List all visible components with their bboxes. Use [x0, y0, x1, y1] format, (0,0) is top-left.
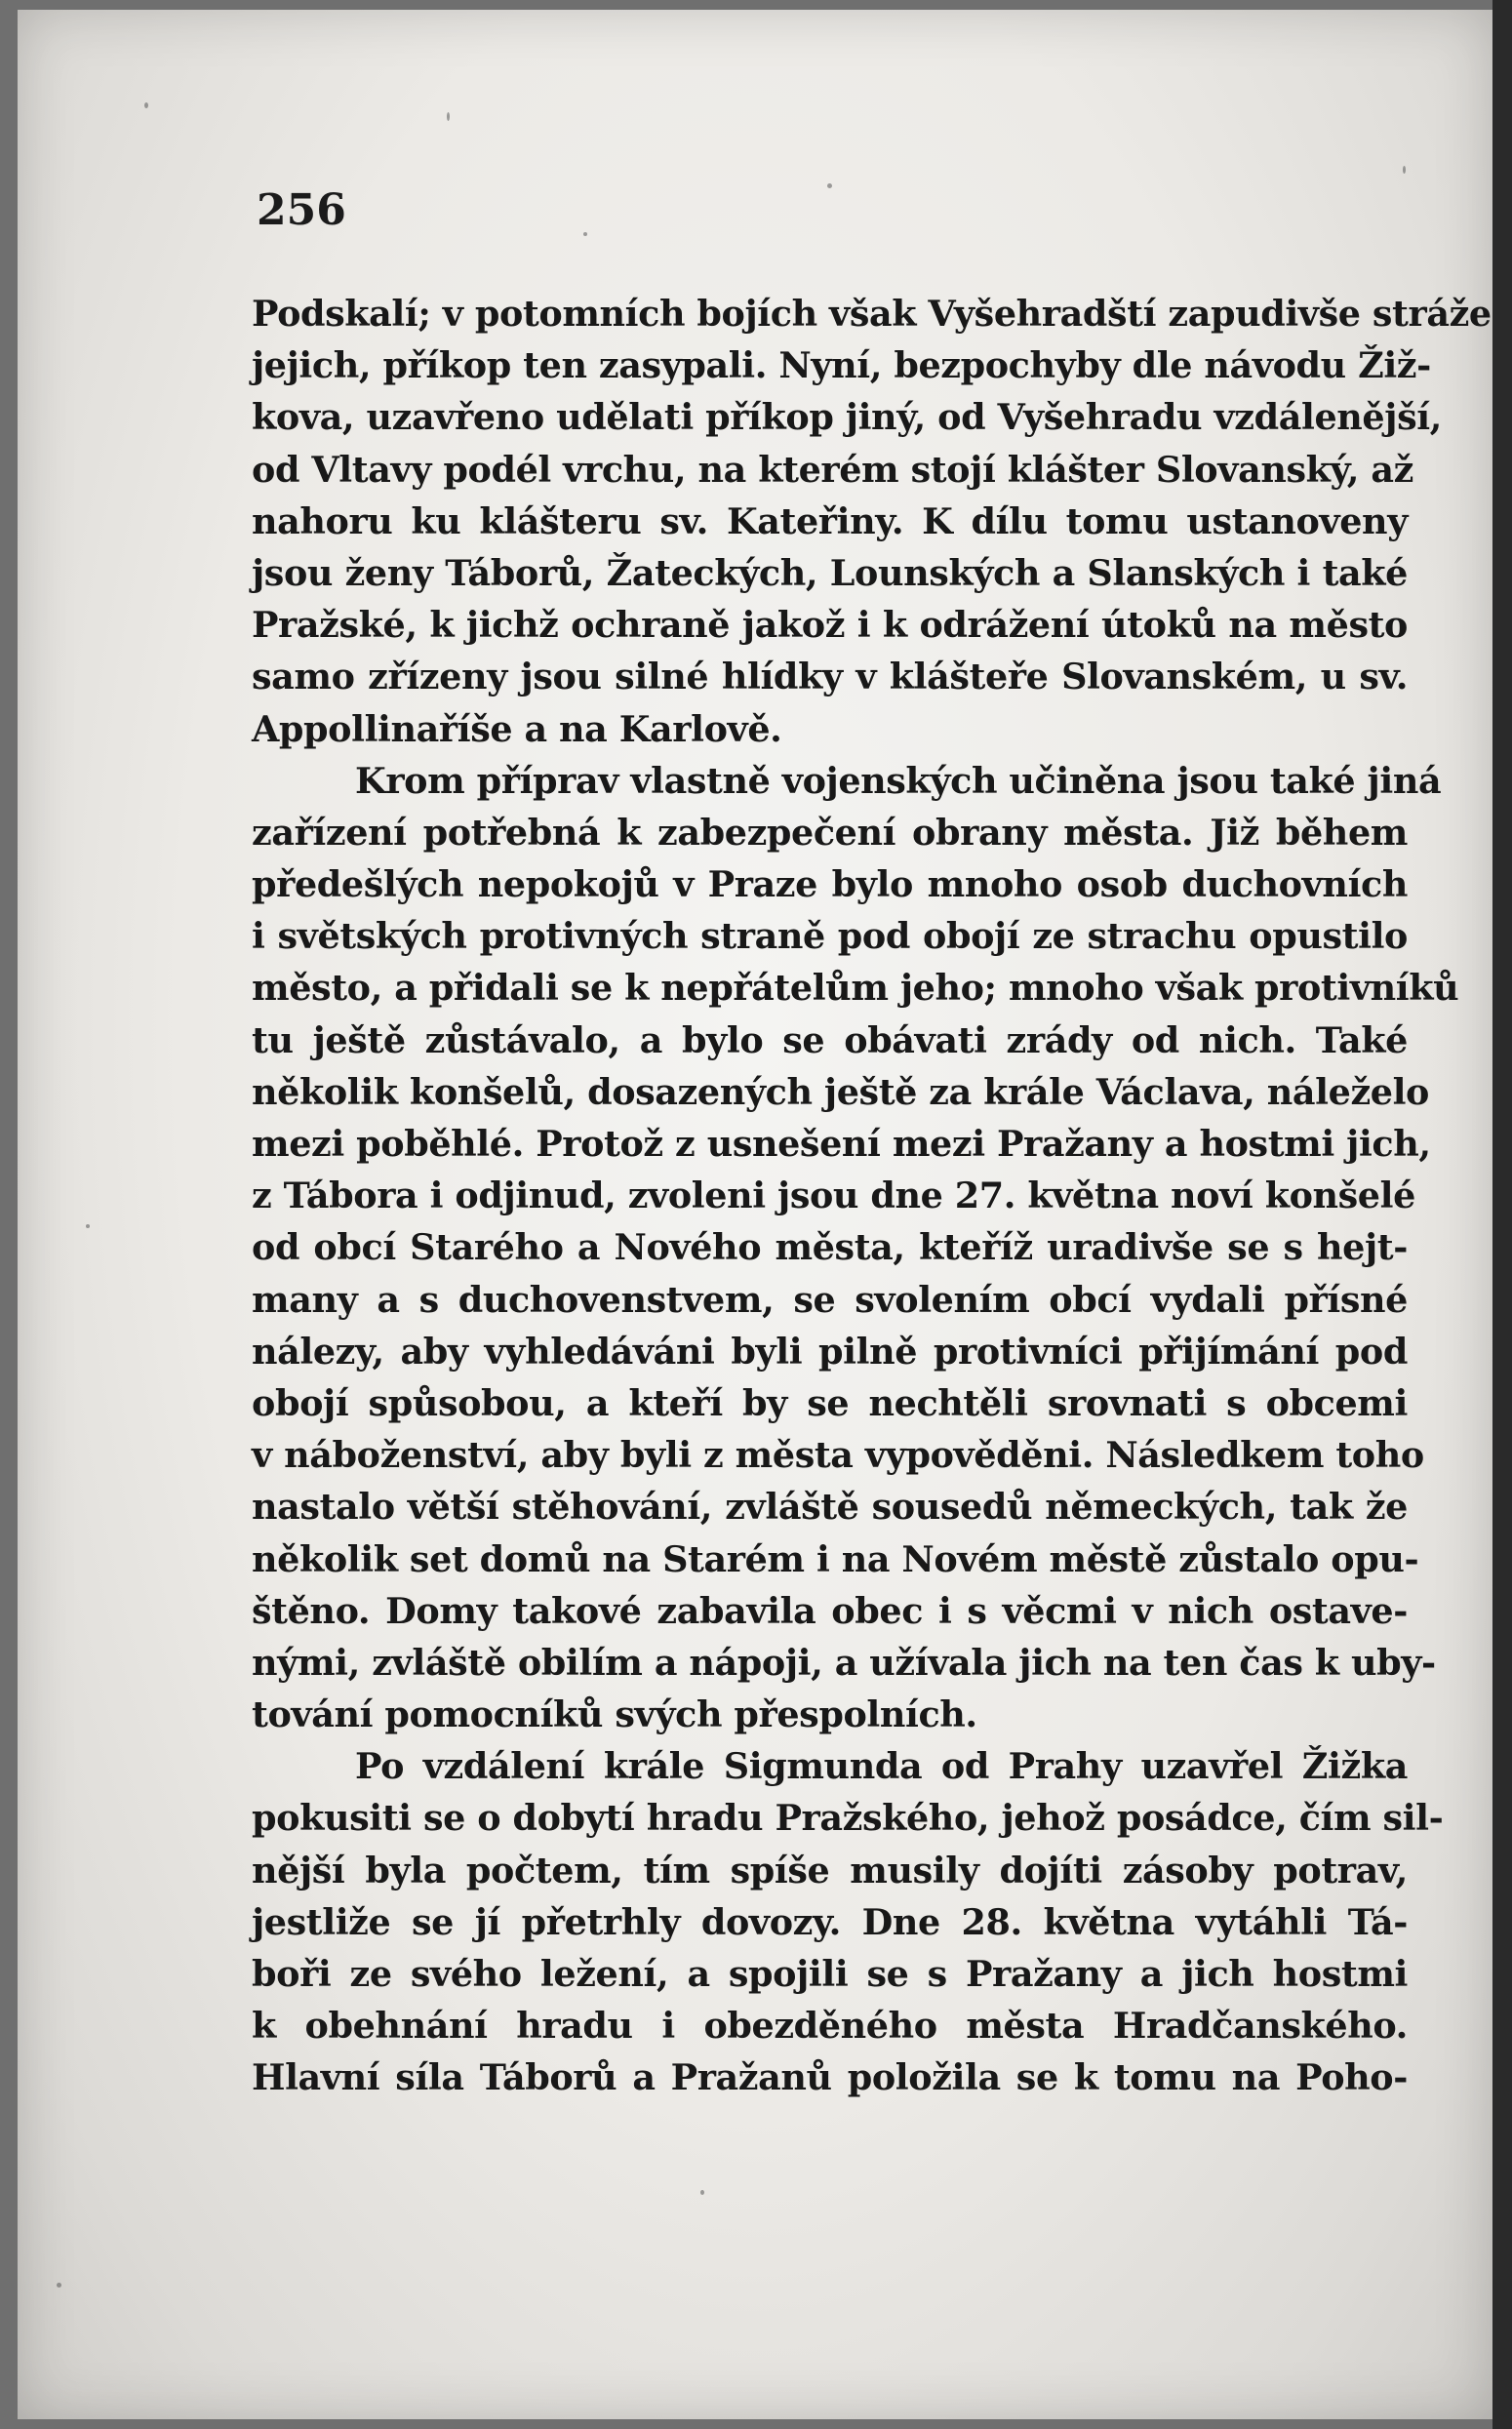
- text-line: jejich, příkop ten zasypali. Nyní, bezpochyby dle návodu Žiž-: [252, 344, 1431, 387]
- text-line: mezi poběhlé. Protož z usnešení mezi Pražany a hostmi jich,: [252, 1123, 1431, 1165]
- text-line: město, a přidali se k nepřátelům jeho; mnoho však protivníků: [252, 967, 1459, 1010]
- text-line: jestliže se jí přetrhly dovozy. Dne 28. května vytáhli Tá-: [252, 1900, 1408, 1943]
- scan-speck: [700, 2190, 704, 2195]
- text-line: předešlých nepokojů v Praze bylo mnoho osob duchovních: [252, 863, 1408, 906]
- text-line: štěno. Domy takové zabavila obec i s věcmi v nich ostave-: [252, 1589, 1408, 1632]
- text-line: Pražské, k jichž ochraně jakož i k odrážení útoků na město: [252, 604, 1408, 647]
- text-line: zařízení potřebná k zabezpečení obrany města. Již během: [252, 811, 1408, 854]
- text-line: many a s duchovenstvem, se svolením obcí vydali přísné: [252, 1278, 1408, 1321]
- text-line: nálezy, aby vyhledáváni byli pilně protivníci přijímání pod: [252, 1330, 1408, 1373]
- text-line: samo zřízeny jsou silné hlídky v klášteře Slovanském, u sv.: [252, 656, 1408, 698]
- text-line: Po vzdálení krále Sigmunda od Prahy uzavřel Žižka: [355, 1745, 1408, 1788]
- scan-speck: [827, 183, 832, 188]
- page-number: 256: [257, 185, 346, 235]
- text-line: v náboženství, aby byli z města vypověděni. Následkem toho: [252, 1434, 1424, 1477]
- text-line: několik konšelů, dosazených ještě za krále Václava, náleželo: [252, 1070, 1430, 1113]
- text-line: tu ještě zůstávalo, a bylo se obávati zrády od nich. Také: [252, 1018, 1408, 1061]
- text-line: z Tábora i odjinud, zvoleni jsou dne 27. května noví konšelé: [252, 1175, 1415, 1217]
- text-line: nými, zvláště obilím a nápoji, a užívala jich na ten čas k uby-: [252, 1641, 1436, 1684]
- scan-speck: [583, 232, 587, 236]
- scan-speck: [447, 112, 450, 121]
- text-line: i světských protivných straně pod obojí ze strachu opustilo: [252, 915, 1408, 958]
- text-line: Appollinaříše a na Karlově.: [252, 707, 782, 750]
- text-line: k obehnání hradu i obezděného města Hradčanského.: [252, 2005, 1408, 2048]
- text-line: kova, uzavřeno udělati příkop jiný, od Vyšehradu vzdálenější,: [252, 396, 1442, 439]
- text-line: pokusiti se o dobytí hradu Pražského, jehož posádce, čím sil-: [252, 1797, 1444, 1840]
- scan-speck: [57, 2283, 61, 2288]
- text-line: obojí spůsobou, a kteří by se nechtěli srovnati s obcemi: [252, 1381, 1408, 1424]
- text-line: Hlavní síla Táborů a Pražanů položila se k tomu na Poho-: [252, 2056, 1408, 2099]
- scanned-book-page: [18, 10, 1492, 2419]
- text-line: Podskalí; v potomních bojích však Vyšehradští zapudivše stráže: [252, 293, 1492, 335]
- text-line: od obcí Starého a Nového města, kteříž uradivše se s hejt-: [252, 1226, 1408, 1269]
- text-line: nější byla počtem, tím spíše musily dojíti zásoby potrav,: [252, 1849, 1408, 1891]
- text-line: boři ze svého ležení, a spojili se s Pražany a jich hostmi: [252, 1953, 1408, 1995]
- scan-speck: [86, 1224, 90, 1228]
- text-line: nahoru ku klášteru sv. Kateřiny. K dílu tomu ustanoveny: [252, 499, 1408, 542]
- text-line: tování pomocníků svých přespolních.: [252, 1693, 977, 1736]
- scan-speck: [144, 102, 148, 108]
- scan-speck: [1403, 166, 1406, 174]
- scan-edge: [1492, 0, 1512, 2429]
- body-text: [252, 288, 1492, 2104]
- text-line: jsou ženy Táborů, Žateckých, Lounských a Slanských i také: [252, 551, 1408, 594]
- text-line: od Vltavy podél vrchu, na kterém stojí klášter Slovanský, až: [252, 448, 1413, 491]
- text-line: Krom příprav vlastně vojenských učiněna jsou také jiná: [355, 759, 1442, 802]
- text-line: nastalo větší stěhování, zvláště sousedů německých, tak že: [252, 1486, 1408, 1529]
- text-line: několik set domů na Starém i na Novém městě zůstalo opu-: [252, 1537, 1419, 1580]
